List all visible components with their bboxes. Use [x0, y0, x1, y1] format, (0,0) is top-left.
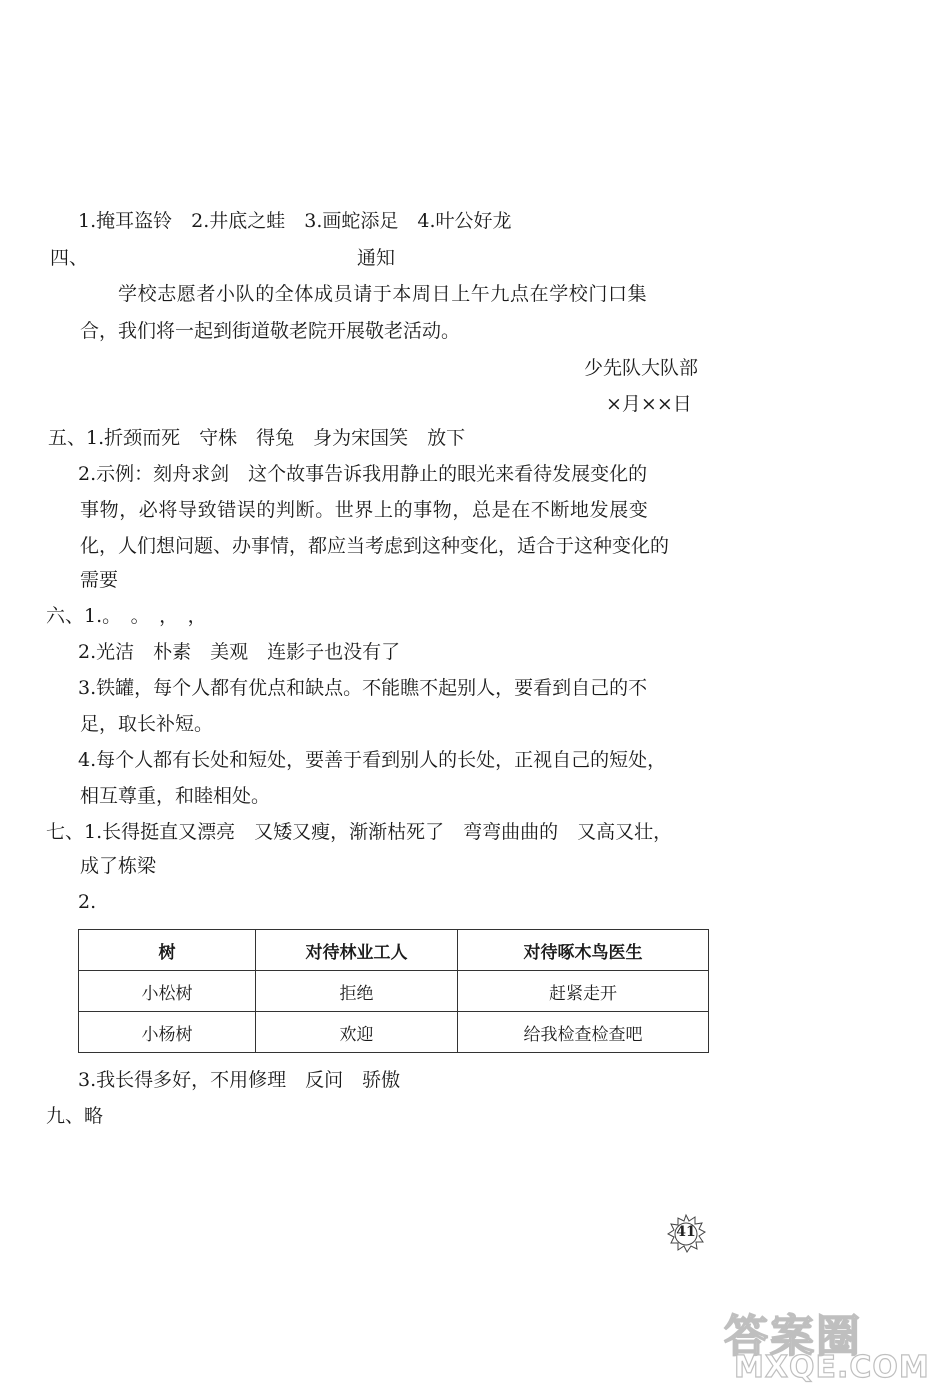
table-cell: 欢迎 [256, 1012, 458, 1053]
section-six-item-1: 六、1.。 。 ， ， [46, 605, 207, 627]
table-cell: 拒绝 [256, 971, 458, 1012]
notice-date: ×月××日 [606, 393, 692, 415]
table-header-forest-worker: 对待林业工人 [256, 930, 458, 971]
table-row [79, 1012, 709, 1053]
notice-signature: 少先队大队部 [584, 357, 699, 379]
section-six-item-4-line-1: 4.每个人都有长处和短处，要善于看到别人的长处，正视自己的短处， [78, 749, 667, 771]
table-header-woodpecker: 对待啄木鸟医生 [458, 930, 709, 971]
section-seven-item-1-line-1: 七、1.长得挺直又漂亮 又矮又瘦，渐渐枯死了 弯弯曲曲的 又高又壮， [46, 821, 673, 843]
table-header-row [79, 930, 709, 971]
section-nine: 九、略 [46, 1105, 104, 1127]
table-header-tree: 树 [79, 930, 256, 971]
section-five-item-2-line-2: 事物，必将导致错误的判断。世界上的事物，总是在不断地发展变 [80, 499, 649, 521]
page-number: 41 [676, 1224, 696, 1240]
table-cell: 给我检查检查吧 [458, 1012, 709, 1053]
section-six-item-4-line-2: 相互尊重，和睦相处。 [80, 785, 271, 807]
section-seven-item-1-line-2: 成了栋梁 [80, 855, 157, 877]
table-cell: 小杨树 [79, 1012, 256, 1053]
section-six-item-3-line-1: 3.铁罐，每个人都有优点和缺点。不能瞧不起别人，要看到自己的不 [78, 677, 648, 699]
section-seven-item-3: 3.我长得多好，不用修理 反问 骄傲 [78, 1069, 401, 1091]
section-five-item-2-line-4: 需要 [80, 569, 119, 591]
section-five-item-2-line-3: 化，人们想问题、办事情，都应当考虑到这种变化，适合于这种变化的 [80, 535, 670, 557]
table-cell: 小松树 [79, 971, 256, 1012]
section-six-item-2: 2.光洁 朴素 美观 连影子也没有了 [78, 641, 401, 663]
tree-attitude-table [78, 929, 709, 1053]
section-four-number: 四、 [50, 247, 89, 269]
section-five-item-1: 五、1.折颈而死 守株 得兔 身为宋国笑 放下 [48, 427, 466, 449]
watermark-url: MXQE.COM [734, 1350, 930, 1385]
notice-body-line-1: 学校志愿者小队的全体成员请于本周日上午九点在学校门口集 [118, 283, 648, 305]
section-seven-item-2: 2. [78, 891, 97, 913]
section-six-item-3-line-2: 足，取长补短。 [80, 713, 214, 735]
table-cell: 赶紧走开 [458, 971, 709, 1012]
notice-title: 通知 [357, 247, 396, 269]
notice-body-line-2: 合，我们将一起到街道敬老院开展敬老活动。 [80, 320, 461, 342]
idiom-answers: 1.掩耳盗铃 2.井底之蛙 3.画蛇添足 4.叶公好龙 [78, 210, 512, 232]
table-row [79, 971, 709, 1012]
watermark-title: 答案圈 [724, 1311, 862, 1362]
section-five-item-2-line-1: 2.示例：刻舟求剑 这个故事告诉我用静止的眼光来看待发展变化的 [78, 463, 648, 485]
